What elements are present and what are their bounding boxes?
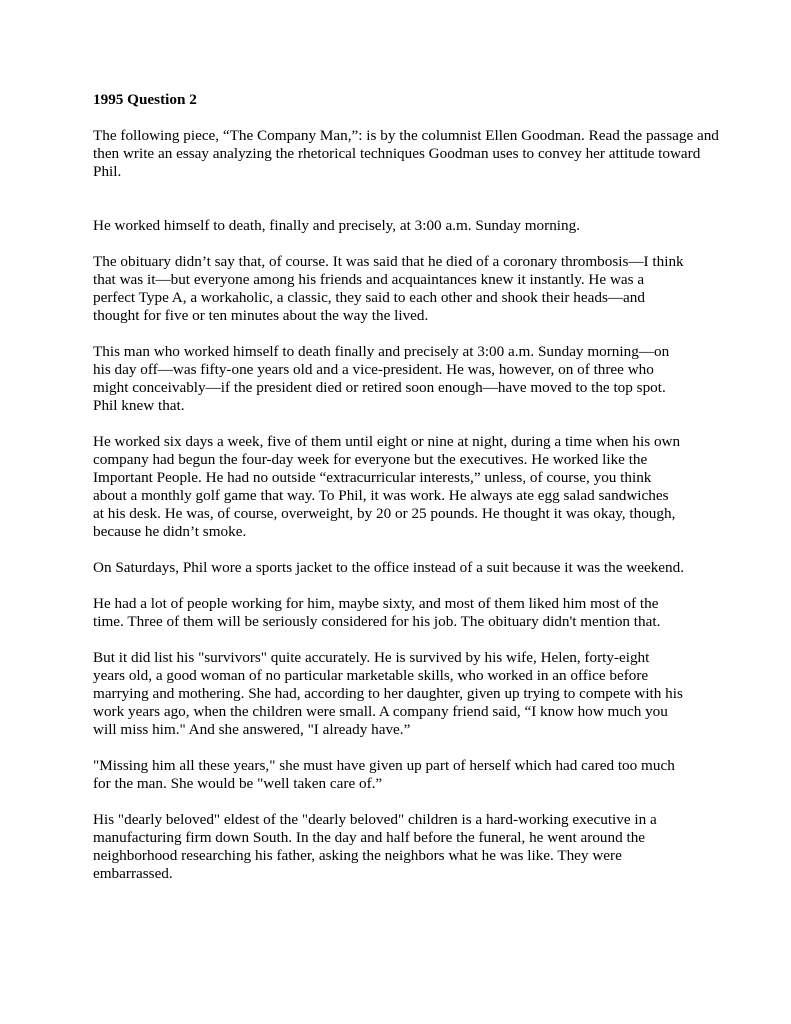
passage-paragraph-4: He worked six days a week, five of them until eight or nine at night, during a time when his own company had begun the four-day week for everyone but the executives. He worked like the Important People. He had no outside “extracurricular interests,” unless, of course, you think about a monthly golf game that way. To Phil, it was work. He always ate egg salad sandwiches at his desk. He was, of course, overweight, by 20 or 25 pounds. He thought it was okay, though, because he didn’t smoke. (93, 433, 681, 540)
question-prompt: The following piece, “The Company Man,”: is by the columnist Ellen Goodman. Read the passage and then write an essay analyzing the rhetorical techniques Goodman uses to convey her attitude toward Phil. (93, 127, 719, 180)
passage-paragraph-3: This man who worked himself to death finally and precisely at 3:00 a.m. Sunday morning—on his day off—was fifty-one years old and a vice-president. He was, however, on of three who might conceivably—if the president died or retired soon enough—have moved to the top spot. Phil knew that. (93, 343, 670, 414)
document-page (93, 91, 743, 901)
passage-paragraph-6: He had a lot of people working for him, maybe sixty, and most of them liked him most of the time. Three of them will be seriously considered for his job. The obituary didn't mention that. (93, 595, 661, 630)
question-heading: 1995 Question 2 (93, 91, 197, 108)
passage-paragraph-1: He worked himself to death, finally and precisely, at 3:00 a.m. Sunday morning. (93, 217, 581, 234)
passage-paragraph-7: But it did list his "survivors" quite accurately. He is survived by his wife, Helen, forty-eight years old, a good woman of no particular marketable skills, who worked in an office before marrying and mothering. She had, according to her daughter, given up trying to compete with his work years ago, when the children were small. A company friend said, “I know how much you will miss him." And she answered, "I already have.” (93, 649, 683, 738)
passage-paragraph-5: On Saturdays, Phil wore a sports jacket to the office instead of a suit because it was the weekend. (93, 559, 685, 576)
passage-paragraph-2: The obituary didn’t say that, of course. It was said that he died of a coronary thrombosis—I think that was it—but everyone among his friends and acquaintances knew it instantly. He was a perfect Type A, a workaholic, a classic, they said to each other and shook their heads—and thought for five or ten minutes about the way the lived. (93, 253, 684, 324)
passage-paragraph-8: "Missing him all these years," she must have given up part of herself which had cared too much for the man. She would be "well taken care of.” (93, 757, 675, 792)
passage-paragraph-9: His "dearly beloved" eldest of the "dearly beloved" children is a hard-working executive in a manufacturing firm down South. In the day and half before the funeral, he went around the neighborhood researching his father, asking the neighbors what he was like. They were embarrassed. (93, 811, 657, 882)
